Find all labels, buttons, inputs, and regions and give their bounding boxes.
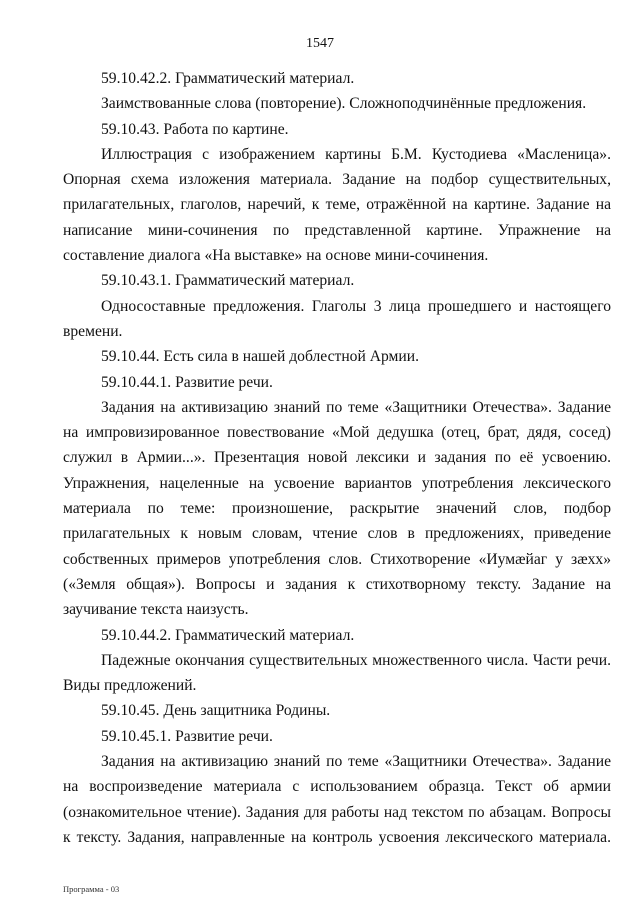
paragraph-case-endings: Падежные окончания существительных множественного числа. Части речи. Виды предложений. — [63, 651, 611, 695]
section-heading-59-10-44-1: 59.10.44.1. Развитие речи. — [101, 373, 273, 391]
section-heading-59-10-44-2: 59.10.44.2. Грамматический материал. — [101, 626, 355, 644]
paragraph-one-part-sentences: Односоставные предложения. Глаголы 3 лица прошедшего и настоящего времени. — [63, 297, 611, 340]
section-heading-59-10-43: 59.10.43. Работа по картине. — [101, 120, 289, 138]
footer-note: Программа - 03 — [63, 884, 120, 894]
paragraph-defenders-tasks: Задания на активизацию знаний по теме «Защитники Отечества». Задание на импровизированное повествование «Мой дедушка (отец, брат, дядя, сосед) служил в Армии...». Презентация новой лексики и задания по её усвоению. Упражнения, нацеленные на усвоение вариантов употребления лексического материала по теме: произношение, раскрытие значений слов, подбор прилагательных к новым словам, чтение слов в предложениях, приведение собственных примеров употребления слов. Стихотворение «Иумæйаг у зæхх» («Земля общая»). Вопросы и задания к стихотворному тексту. Задание на заучивание текста наизусть. — [63, 398, 611, 619]
section-heading-59-10-44: 59.10.44. Есть сила в нашей доблестной Армии. — [101, 348, 419, 366]
section-heading-59-10-43-1: 59.10.43.1. Грамматический материал. — [101, 272, 355, 290]
document-body — [63, 66, 611, 850]
section-heading-59-10-42-2: 59.10.42.2. Грамматический материал. — [101, 70, 355, 87]
paragraph-borrowed-words: Заимствованные слова (повторение). Сложноподчинённые предложения. — [101, 95, 587, 113]
page-number: 1547 — [306, 36, 334, 51]
paragraph-illustration: Иллюстрация с изображением картины Б.М. Кустодиева «Масленица». Опорная схема изложения материала. Задание на подбор существительных, прилагательных, глаголов, наречий, к теме, отражённой на картине. Задание на написание мини-сочинения по представленной картине. Упражнение на составление диалога «На выставке» на основе мини-сочинения. — [63, 145, 611, 265]
paragraph-army-text-tasks: Задания на активизацию знаний по теме «Защитники Отечества». Задание на воспроизведение материала с использованием образца. Текст об армии (ознакомительное чтение). Задания для работы над текстом по абзацам. Вопросы к тексту. Задания, направленные на контроль усвоения лексического материала. — [63, 753, 611, 846]
section-heading-59-10-45-1: 59.10.45.1. Развитие речи. — [101, 727, 273, 745]
section-heading-59-10-45: 59.10.45. День защитника Родины. — [101, 702, 331, 720]
